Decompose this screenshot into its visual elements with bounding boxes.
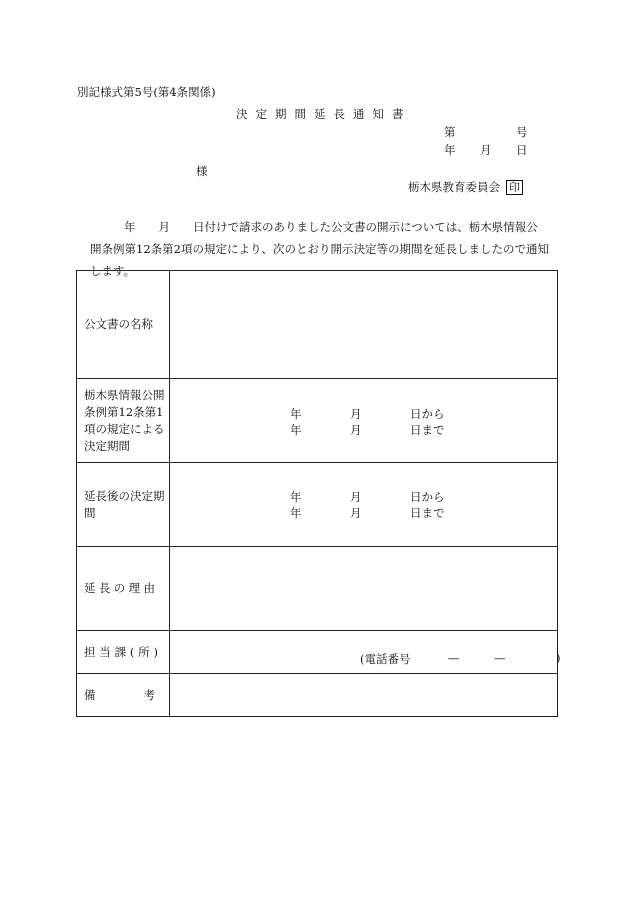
- remarks-label: [77, 674, 170, 717]
- to-month: 月: [350, 423, 362, 437]
- document-title: 決定期間延長通知書: [236, 107, 412, 121]
- label-char: ): [153, 644, 158, 659]
- to-day: 日まで: [410, 423, 445, 437]
- row-reason: [77, 547, 558, 631]
- date-day: 日: [516, 143, 528, 157]
- row-original-period: [77, 379, 558, 463]
- from-day: 日から: [410, 407, 445, 421]
- reason-label: [77, 547, 170, 631]
- phone-dash-2: —: [494, 651, 506, 665]
- label-char: 長: [98, 581, 111, 595]
- row-remarks: [77, 674, 558, 717]
- label-char: 担: [84, 644, 96, 659]
- ext-to-month: 月: [350, 506, 362, 520]
- doc-name-label: 公文書の名称: [77, 271, 170, 379]
- contact-label: [77, 631, 170, 674]
- from-month: 月: [350, 407, 362, 421]
- reason-field[interactable]: [170, 547, 558, 631]
- to-year: 年: [290, 423, 302, 437]
- label-char: 備: [84, 687, 96, 702]
- ext-from-day: 日から: [410, 490, 445, 504]
- seal-stamp: 印: [506, 180, 523, 195]
- label-char: (: [129, 644, 135, 659]
- label-char: 由: [143, 581, 155, 595]
- row-extended-period: [77, 463, 558, 547]
- ext-from-year: 年: [290, 490, 302, 504]
- body-line-2: 開条例第12条第2項の規定により、次のとおり開示決定等の期間を延長しましたので通知: [90, 242, 549, 256]
- original-period-label: 栃木県情報公開条例第12条第1項の規定による決定期間: [77, 379, 170, 463]
- original-period-field[interactable]: [170, 379, 558, 463]
- ext-to-year: 年: [290, 506, 302, 520]
- doc-name-field[interactable]: [170, 271, 558, 379]
- label-char: 理: [128, 581, 141, 595]
- date-year: 年: [444, 143, 456, 157]
- reason-label-text: [84, 580, 155, 597]
- row-contact: [77, 631, 558, 674]
- issuer: [408, 179, 523, 195]
- remarks-field[interactable]: [170, 674, 558, 717]
- contact-label-text: [84, 644, 158, 661]
- phone-open: (電話番号: [360, 652, 411, 666]
- date-month: 月: [480, 143, 492, 157]
- label-char: 延: [84, 581, 96, 595]
- body-line-1: 年 月 日付けで請求のありました公文書の開示については、栃木県情報公: [124, 220, 538, 234]
- contact-field[interactable]: [170, 631, 561, 674]
- form-id: 別記様式第5号(第4条関係): [77, 85, 216, 99]
- phone-dash-1: —: [448, 651, 460, 665]
- number-prefix: 第: [444, 125, 456, 139]
- notice-table: [76, 270, 561, 717]
- extended-period-field[interactable]: [170, 463, 558, 547]
- row-doc-name: [77, 271, 558, 379]
- ext-to-day: 日まで: [410, 506, 445, 520]
- body-line-3: します。: [90, 264, 136, 278]
- extended-period-label: 延長後の決定期間: [77, 463, 170, 547]
- remarks-label-text: [84, 687, 155, 704]
- label-char: 課: [114, 644, 127, 659]
- from-year: 年: [290, 407, 302, 421]
- number-suffix: 号: [516, 125, 528, 139]
- issuer-name: 栃木県教育委員会: [408, 180, 500, 194]
- ext-from-month: 月: [350, 490, 362, 504]
- phone-close: ): [556, 651, 561, 665]
- label-char: 当: [99, 644, 111, 659]
- label-char: 考: [143, 687, 155, 702]
- label-char: 所: [138, 644, 150, 659]
- addressee: 様: [196, 164, 208, 178]
- label-char: の: [113, 581, 126, 595]
